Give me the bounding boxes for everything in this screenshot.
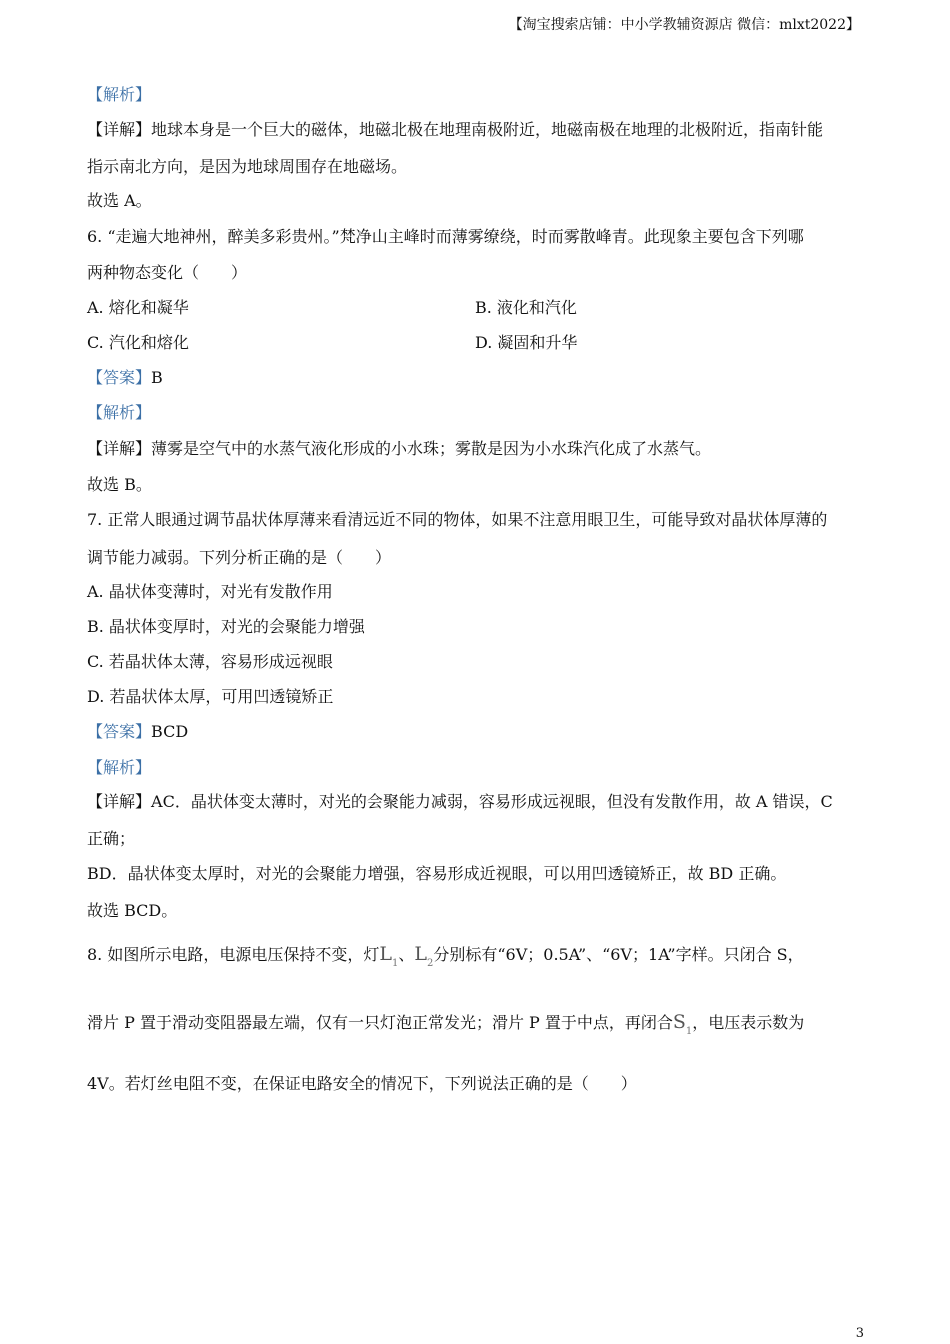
lamp-l2-symbol: L bbox=[414, 943, 427, 965]
q7-detail-tag: 【详解】 bbox=[87, 792, 152, 811]
q7-stem-line2: 调节能力减弱。下列分析正确的是（ ） bbox=[87, 548, 392, 567]
q8-line2-text-a: 滑片 P 置于滑动变阻器最左端，仅有一只灯泡正常发光；滑片 P 置于中点，再闭合 bbox=[87, 1013, 673, 1032]
q7-option-b: B. 晶状体变厚时，对光的会聚能力增强 bbox=[87, 617, 365, 636]
q6-answer-line bbox=[87, 365, 163, 388]
q7-option-c: C. 若晶状体太薄，容易形成远视眼 bbox=[87, 652, 333, 671]
q7-option-a: A. 晶状体变薄时，对光有发散作用 bbox=[87, 582, 333, 601]
page-header: 【淘宝搜索店铺：中小学教辅资源店 微信：mlxt2022】 bbox=[508, 17, 860, 33]
q5-detail-line1 bbox=[87, 117, 823, 140]
q5-detail-line2: 指示南北方向，是因为地球周围存在地磁场。 bbox=[87, 157, 408, 176]
q6-answer-tag: 【答案】 bbox=[87, 368, 152, 387]
q5-jiexi-tag: 【解析】 bbox=[87, 85, 152, 104]
page-number: 3 bbox=[855, 1326, 864, 1341]
q6-option-a: A. 熔化和凝华 bbox=[87, 298, 189, 317]
q8-stem-line3: 4V。若灯丝电阻不变，在保证电路安全的情况下，下列说法正确的是（ ） bbox=[87, 1074, 637, 1093]
lamp-l1-symbol: L bbox=[379, 943, 392, 965]
switch-s1-symbol: S bbox=[672, 1011, 686, 1033]
q8-stem-line1 bbox=[87, 934, 804, 978]
q6-jiexi-tag: 【解析】 bbox=[87, 403, 152, 422]
q7-stem-line1: 7. 正常人眼通过调节晶状体厚薄来看清远近不同的物体，如果不注意用眼卫生，可能导致对晶状体厚薄的 bbox=[87, 510, 828, 529]
q7-answer-line bbox=[87, 719, 188, 742]
q8-line1-text-b: 分别标有“6V；0.5A”、“6V；1A”字样。只闭合 S， bbox=[433, 945, 804, 964]
q7-detail-line2: 正确； bbox=[87, 829, 136, 848]
q6-option-d: D. 凝固和升华 bbox=[475, 333, 578, 352]
lamp-l1-subscript: 1 bbox=[391, 958, 399, 969]
q7-choose: 故选 BCD。 bbox=[87, 901, 178, 920]
q6-detail-tag: 【详解】 bbox=[87, 439, 152, 458]
q6-option-b: B. 液化和汽化 bbox=[475, 298, 577, 317]
switch-s1-subscript: 1 bbox=[685, 1026, 693, 1037]
q6-option-c: C. 汽化和熔化 bbox=[87, 333, 189, 352]
q6-stem-line1: 6. “走遍大地神州，醉美多彩贵州。”梵净山主峰时而薄雾缭绕，时而雾散峰青。此现象主要包含下列哪 bbox=[87, 227, 804, 246]
q5-detail-text: 地球本身是一个巨大的磁体，地磁北极在地理南极附近，地磁南极在地理的北极附近，指南针能 bbox=[151, 120, 824, 139]
q5-choose: 故选 A。 bbox=[87, 191, 152, 210]
q6-answer: B bbox=[151, 368, 163, 387]
q7-detail-text: AC．晶状体变太薄时，对光的会聚能力减弱，容易形成远视眼，但没有发散作用，故 A 错误，C bbox=[151, 792, 833, 811]
q6-stem-line2: 两种物态变化（ ） bbox=[87, 263, 248, 282]
q7-option-d: D. 若晶状体太厚，可用凹透镜矫正 bbox=[87, 687, 334, 706]
q8-separator: 、 bbox=[398, 945, 415, 964]
q6-choose: 故选 B。 bbox=[87, 475, 152, 494]
q7-detail-line3: BD．晶状体变太厚时，对光的会聚能力增强，容易形成近视眼，可以用凹透镜矫正，故 BD 正确。 bbox=[87, 864, 787, 883]
q6-detail-text: 薄雾是空气中的水蒸气液化形成的小水珠；雾散是因为小水珠汽化成了水蒸气。 bbox=[151, 439, 712, 458]
q6-detail-line bbox=[87, 436, 711, 459]
q5-detail-tag: 【详解】 bbox=[87, 120, 152, 139]
q8-line2-text-b: ，电压表示数为 bbox=[692, 1013, 805, 1032]
q8-line1-text-a: 8. 如图所示电路，电源电压保持不变，灯 bbox=[87, 945, 380, 964]
q7-answer: BCD bbox=[151, 722, 189, 741]
q8-stem-line2 bbox=[87, 1002, 804, 1046]
q7-answer-tag: 【答案】 bbox=[87, 722, 152, 741]
q7-detail-line1 bbox=[87, 789, 833, 812]
q7-jiexi-tag: 【解析】 bbox=[87, 758, 152, 777]
lamp-l2-subscript: 2 bbox=[427, 958, 434, 969]
